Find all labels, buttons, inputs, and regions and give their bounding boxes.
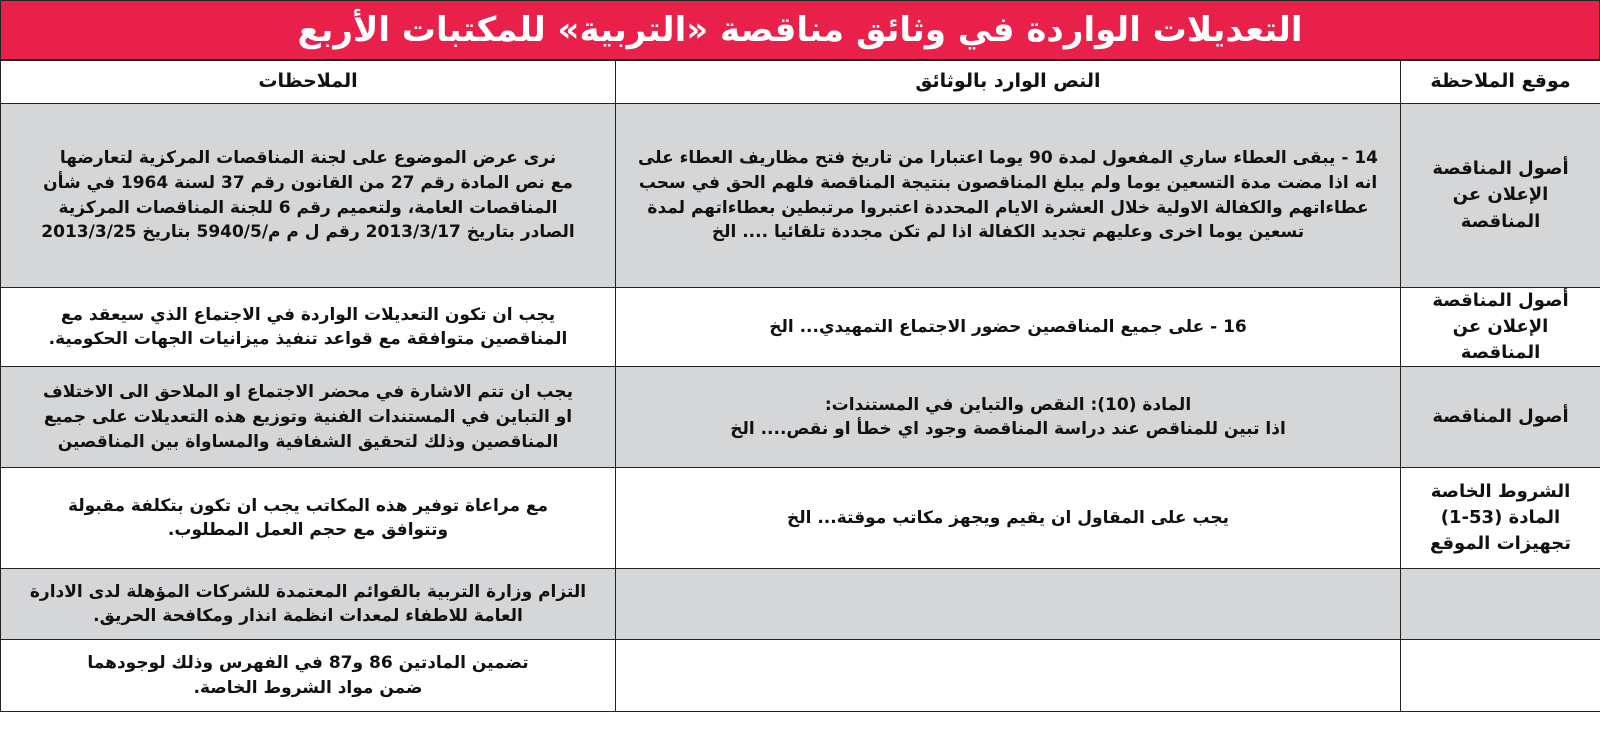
note-line: تضمين المادتين 86 و87 في الفهرس وذلك لوجودهما xyxy=(87,653,529,674)
document-text-cell xyxy=(616,640,1401,712)
text-line: يجب على المقاول ان يقيم ويجهز مكاتب موقتة... الخ xyxy=(786,507,1230,528)
text-line: عطاءاتهم والكفالة الاولية خلال العشرة الايام المحددة اعتبروا مرتبطين بعطاءاتهم لمدة xyxy=(647,197,1369,218)
amendments-table xyxy=(0,60,1600,712)
note-line: الصادر بتاريخ 2013/3/17 رقم ل م م/5940/5 بتاريخ 2013/3/25 xyxy=(41,222,575,243)
note-line: العامة للاطفاء لمعدات انظمة انذار ومكافحة الحريق. xyxy=(93,606,523,627)
location-line: أصول المناقصة xyxy=(1432,290,1569,311)
note-line: مع نص المادة رقم 27 من القانون رقم 37 لسنة 1964 في شأن xyxy=(43,172,573,193)
table-row xyxy=(1,569,1600,640)
location-line: الإعلان عن المناقصة xyxy=(1452,316,1549,364)
text-line: تسعين يوما اخرى وعليهم تجديد الكفالة اذا لم تكن مجددة تلقائيا .... الخ xyxy=(711,222,1305,243)
note-line: يجب ان تتم الاشارة في محضر الاجتماع او الملاحق الى الاختلاف xyxy=(43,382,573,403)
table-row xyxy=(1,468,1600,569)
note-line: التزام وزارة التربية بالقوائم المعتمدة للشركات المؤهلة لدى الادارة xyxy=(29,581,587,602)
document-text-cell xyxy=(616,569,1401,640)
text-line: انه اذا مضت مدة التسعين يوما ولم يبلغ المناقصون بنتيجة المناقصة فلهم الحق في سحب xyxy=(638,172,1378,193)
note-line: المناقصين متوافقة مع قواعد تنفيذ ميزانيات الجهات الحكومية. xyxy=(48,329,568,350)
location-line: الإعلان عن المناقصة xyxy=(1452,184,1549,232)
table-header-row xyxy=(1,61,1600,104)
document-text-cell xyxy=(616,104,1401,288)
notes-cell xyxy=(1,468,616,569)
notes-cell xyxy=(1,367,616,468)
text-line: 14 - يبقى العطاء ساري المفعول لمدة 90 يوما اعتبارا من تاريخ فتح مظاريف العطاء على xyxy=(637,148,1378,169)
table-row xyxy=(1,640,1600,712)
document-text-cell xyxy=(616,367,1401,468)
note-line: يجب ان تكون التعديلات الواردة في الاجتماع الذي سيعقد مع xyxy=(60,304,556,325)
text-line: 16 - على جميع المناقصين حضور الاجتماع التمهيدي... الخ xyxy=(769,316,1247,337)
note-line: مع مراعاة توفير هذه المكاتب يجب ان تكون بتكلفة مقبولة xyxy=(67,495,549,516)
header-document-text: النص الوارد بالوثائق xyxy=(616,61,1401,104)
location-line: المادة (53-1) xyxy=(1440,507,1561,529)
location-cell xyxy=(1401,468,1600,569)
location-line: أصول المناقصة xyxy=(1432,158,1569,180)
location-line: أصول المناقصة xyxy=(1432,406,1569,428)
table-row xyxy=(1,367,1600,468)
header-location: موقع الملاحظة xyxy=(1401,61,1600,104)
note-line: ضمن مواد الشروط الخاصة. xyxy=(193,677,423,698)
note-line: المناقصين وذلك لتحقيق الشفافية والمساواة بين المناقصين xyxy=(57,431,559,452)
note-line: نرى عرض الموضوع على لجنة المناقصات المركزية لتعارضها xyxy=(59,148,557,169)
location-cell xyxy=(1401,640,1600,712)
notes-cell xyxy=(1,288,616,367)
header-notes: الملاحظات xyxy=(1,61,616,104)
table-row xyxy=(1,104,1600,288)
location-line: الشروط الخاصة xyxy=(1430,481,1571,503)
table-row xyxy=(1,288,1600,367)
note-line: وتتوافق مع حجم العمل المطلوب. xyxy=(167,520,449,541)
location-cell xyxy=(1401,569,1600,640)
document-text-cell xyxy=(616,288,1401,367)
location-line: تجهيزات الموقع xyxy=(1429,533,1572,555)
note-line: او التباين في المستندات الفنية وتوزيع هذه التعديلات على جميع xyxy=(43,406,573,427)
document-text-cell xyxy=(616,468,1401,569)
notes-cell xyxy=(1,104,616,288)
location-cell xyxy=(1401,367,1600,468)
location-cell xyxy=(1401,104,1600,288)
note-line: المناقصات العامة، ولتعميم رقم 6 للجنة المناقصات المركزية xyxy=(58,197,558,218)
text-line: المادة (10): النقص والتباين في المستندات: xyxy=(824,394,1192,415)
location-cell xyxy=(1401,288,1600,367)
page-title: التعديلات الواردة في وثائق مناقصة «التربية» للمكتبات الأربع xyxy=(0,0,1600,60)
text-line: اذا تبين للمناقص عند دراسة المناقصة وجود اي خطأ او نقص.... الخ xyxy=(730,419,1286,440)
notes-cell xyxy=(1,640,616,712)
notes-cell xyxy=(1,569,616,640)
